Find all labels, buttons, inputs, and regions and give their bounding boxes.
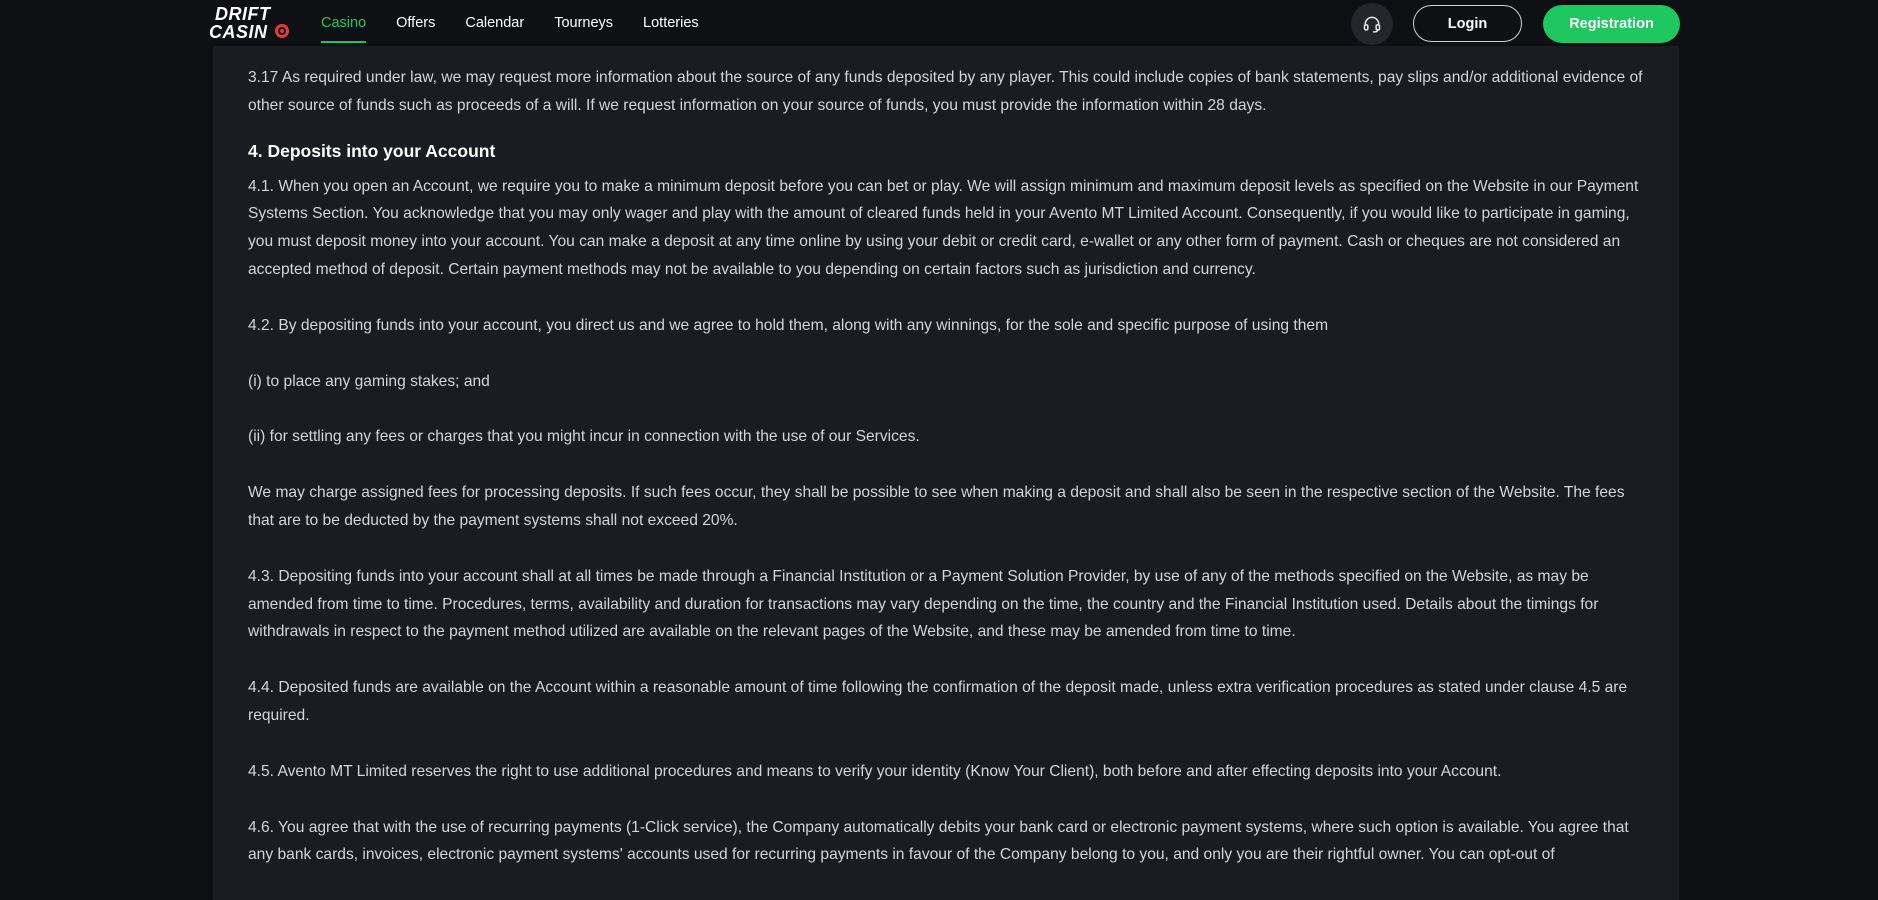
- registration-button[interactable]: Registration: [1543, 5, 1680, 43]
- clause-4-2-ii: (ii) for settling any fees or charges that you might incur in connection with the use of our Services.: [248, 428, 920, 446]
- login-button[interactable]: Login: [1413, 5, 1522, 42]
- top-navigation-bar: [0, 0, 1878, 46]
- drift-casino-logo[interactable]: [209, 4, 293, 42]
- clause-3-17: 3.17 As required under law, we may request more information about the source of any funds deposited by any player. This could include copies of bank statements, pay slips and/or additional evidence of other source of funds such as proceeds of a will. If we request information on your source of funds, you must provide the information within 28 days.: [248, 69, 1643, 114]
- clause-4-4: 4.4. Deposited funds are available on the Account within a reasonable amount of time following the confirmation of the deposit made, unless extra verification procedures as stated under clause 4.5 are required.: [248, 679, 1628, 724]
- clause-4-6: 4.6. You agree that with the use of recurring payments (1-Click service), the Company automatically debits your bank card or electronic payment systems, where such option is available. You agree that any bank cards, invoices, electronic payment systems' accounts used for recurring payments in favour of the Company belong to you, and only you are their rightful owner. You can opt-out of: [248, 818, 1629, 864]
- logo-text-line1: DRIFT: [215, 4, 271, 24]
- main-nav: [321, 0, 729, 46]
- nav-item-offers[interactable]: Offers: [396, 15, 436, 31]
- terms-text: [248, 64, 1648, 897]
- clause-4-5: 4.5. Avento MT Limited reserves the right to use additional procedures and means to verify your identity (Know Your Client), both before and after effecting deposits into your Account.: [248, 762, 1502, 780]
- logo-text-line2: CASIN: [209, 22, 268, 42]
- section-heading-deposits: 4. Deposits into your Account: [248, 140, 496, 161]
- clause-4-2: 4.2. By depositing funds into your account, you direct us and we agree to hold them, along with any winnings, for the sole and specific purpose of using them: [248, 316, 1329, 334]
- clause-4-2-i: (i) to place any gaming stakes; and: [248, 372, 490, 390]
- nav-item-casino[interactable]: Casino: [321, 0, 366, 46]
- fees-paragraph: We may charge assigned fees for processing deposits. If such fees occur, they shall be possible to see when making a deposit and shall also be seen in the respective section of the Website. The fees that are to be deducted by the payment systems shall not exceed 20%.: [248, 484, 1625, 529]
- clause-4-3: 4.3. Depositing funds into your account shall at all times be made through a Financial Institution or a Payment Solution Provider, by use of any of the methods specified on the Website, as may be amended from time to time. Procedures, terms, availability and duration for transactions may vary depending on the time, the country and the Financial Institution used. Details about the timings for withdrawals in respect to the payment method utilized are available on the relevant pages of the Website, and these may be amended from time to time.: [248, 567, 1599, 641]
- nav-item-lotteries[interactable]: Lotteries: [643, 15, 699, 31]
- headset-icon: [1362, 14, 1382, 34]
- nav-item-calendar[interactable]: Calendar: [465, 15, 525, 31]
- clause-4-1: 4.1. When you open an Account, we require you to make a minimum deposit before you can bet or play. We will assign minimum and maximum deposit levels as specified on the Website in our Payment Systems Section. You acknowledge that you may only wager and play with the amount of cleared funds held in your Avento MT Limited Account. Consequently, if you would like to participate in gaming, you must deposit money into your account. You can make a deposit at any time online by using your debit or credit card, e-wallet or any other form of payment. Cash or cheques are not considered an accepted method of deposit. Certain payment methods may not be available to you depending on certain factors such as jurisdiction and currency.: [248, 177, 1639, 278]
- nav-item-tourneys[interactable]: Tourneys: [554, 15, 614, 31]
- casino-chip-icon: [275, 24, 289, 38]
- support-button[interactable]: [1351, 3, 1393, 45]
